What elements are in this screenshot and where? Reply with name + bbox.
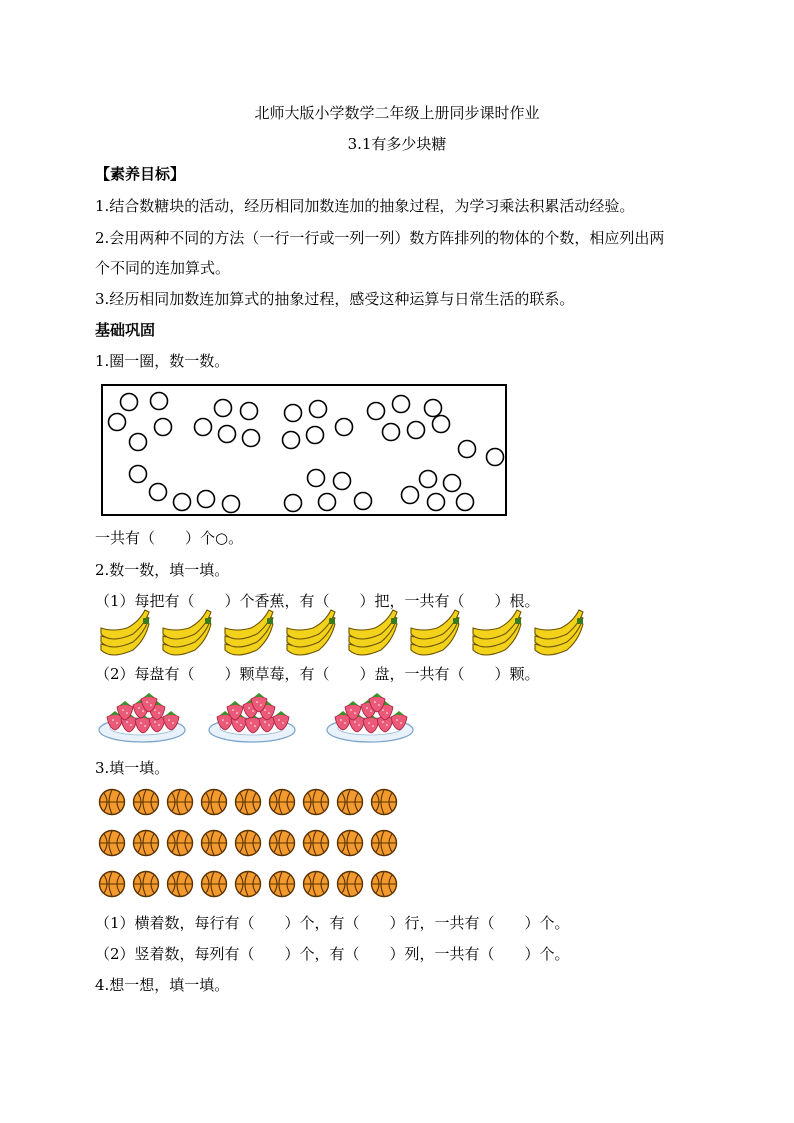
basketball-icon bbox=[168, 831, 193, 856]
counting-circle bbox=[241, 403, 258, 420]
counting-circle bbox=[336, 419, 353, 436]
counting-circle bbox=[198, 491, 215, 508]
counting-circle bbox=[310, 401, 327, 418]
basics-heading: 基础巩固 bbox=[95, 321, 156, 339]
goal-item-2-continued: 个不同的连加算式。 bbox=[95, 259, 231, 277]
counting-circle bbox=[130, 466, 147, 483]
banana-bunch-icon bbox=[101, 610, 149, 655]
basketballs-figure bbox=[98, 788, 408, 898]
counting-circle bbox=[219, 426, 236, 443]
counting-circle bbox=[109, 414, 126, 431]
counting-circle bbox=[433, 416, 450, 433]
counting-circle bbox=[368, 403, 385, 420]
goal-item-3: 3.经历相同加数连加算式的抽象过程，感受这种运算与日常生活的联系。 bbox=[95, 290, 575, 308]
question-1-answer: 一共有（ ）个○。 bbox=[95, 529, 244, 547]
banana-bunch-icon bbox=[473, 610, 521, 655]
basketball-icon bbox=[202, 790, 227, 815]
banana-bunch-icon bbox=[535, 610, 583, 655]
basketball-icon bbox=[168, 790, 193, 815]
counting-circle bbox=[155, 419, 172, 436]
counting-circle bbox=[283, 432, 300, 449]
basketball-icon bbox=[270, 790, 295, 815]
strawberries-figure bbox=[95, 692, 435, 746]
banana-bunch-icon bbox=[225, 610, 273, 655]
question-3-part-2: （2）竖着数，每列有（ ）个，有（ ）列，一共有（ ）个。 bbox=[95, 945, 570, 963]
strawberry-plate-icon bbox=[99, 693, 185, 742]
counting-circle bbox=[285, 495, 302, 512]
counting-circle bbox=[487, 449, 504, 466]
question-4-prompt: 4.想一想，填一填。 bbox=[95, 976, 230, 994]
goal-item-2: 2.会用两种不同的方法（一行一行或一列一列）数方阵排列的物体的个数，相应列出两 bbox=[95, 229, 665, 247]
counting-circle bbox=[130, 434, 147, 451]
counting-circle bbox=[195, 419, 212, 436]
basketball-icon bbox=[270, 872, 295, 897]
basketball-icon bbox=[304, 831, 329, 856]
basketball-icon bbox=[372, 872, 397, 897]
counting-circle bbox=[383, 424, 400, 441]
strawberry-plate-icon bbox=[209, 693, 295, 742]
circles-figure bbox=[101, 384, 507, 516]
counting-circle bbox=[420, 471, 437, 488]
counting-circle bbox=[408, 422, 425, 439]
counting-circle bbox=[355, 493, 372, 510]
counting-circle bbox=[243, 430, 260, 447]
basketball-icon bbox=[168, 872, 193, 897]
counting-circle bbox=[334, 473, 351, 490]
strawberry-plate-icon bbox=[327, 693, 413, 742]
counting-circle bbox=[402, 487, 419, 504]
page-title: 北师大版小学数学二年级上册同步课时作业 bbox=[254, 104, 540, 122]
basketball-icon bbox=[100, 872, 125, 897]
counting-circle bbox=[150, 484, 167, 501]
basketball-icon bbox=[100, 790, 125, 815]
basketball-icon bbox=[134, 790, 159, 815]
basketball-icon bbox=[236, 790, 261, 815]
counting-circle bbox=[174, 494, 191, 511]
basketball-icon bbox=[372, 831, 397, 856]
basketball-icon bbox=[338, 831, 363, 856]
basketball-icon bbox=[100, 831, 125, 856]
basketball-icon bbox=[134, 872, 159, 897]
basketball-icon bbox=[236, 831, 261, 856]
counting-circle bbox=[393, 396, 410, 413]
basketball-icon bbox=[236, 872, 261, 897]
counting-circle bbox=[459, 441, 476, 458]
counting-circle bbox=[285, 405, 302, 422]
goals-heading: 【素养目标】 bbox=[95, 165, 186, 183]
question-2-part-2: （2）每盘有（ ）颗草莓，有（ ）盘，一共有（ ）颗。 bbox=[95, 665, 540, 683]
counting-circle bbox=[215, 400, 232, 417]
counting-circle bbox=[308, 470, 325, 487]
basketball-icon bbox=[338, 790, 363, 815]
counting-circle bbox=[444, 475, 461, 492]
question-3-part-1: （1）横着数，每行有（ ）个，有（ ）行，一共有（ ）个。 bbox=[95, 914, 570, 932]
counting-circle bbox=[428, 494, 445, 511]
basketball-icon bbox=[202, 872, 227, 897]
basketball-icon bbox=[372, 790, 397, 815]
basketball-icon bbox=[270, 831, 295, 856]
question-3-prompt: 3.填一填。 bbox=[95, 759, 170, 777]
banana-bunch-icon bbox=[349, 610, 397, 655]
counting-circle bbox=[457, 494, 474, 511]
counting-circle bbox=[121, 394, 138, 411]
counting-circle bbox=[223, 496, 240, 513]
goal-item-1: 1.结合数糖块的活动，经历相同加数连加的抽象过程，为学习乘法积累活动经验。 bbox=[95, 197, 635, 215]
basketball-icon bbox=[134, 831, 159, 856]
circle-box bbox=[101, 384, 507, 516]
basketball-icon bbox=[338, 872, 363, 897]
banana-bunch-icon bbox=[163, 610, 211, 655]
banana-bunch-icon bbox=[411, 610, 459, 655]
question-2-prompt: 2.数一数，填一填。 bbox=[95, 561, 230, 579]
counting-circle bbox=[307, 427, 324, 444]
basketball-icon bbox=[202, 831, 227, 856]
banana-bunch-icon bbox=[287, 610, 335, 655]
counting-circle bbox=[425, 400, 442, 417]
basketball-icon bbox=[304, 790, 329, 815]
question-2-part-1: （1）每把有（ ）个香蕉，有（ ）把，一共有（ ）根。 bbox=[95, 592, 540, 610]
basketball-icon bbox=[304, 872, 329, 897]
question-1-prompt: 1.圈一圈，数一数。 bbox=[95, 352, 230, 370]
lesson-title: 3.1有多少块糖 bbox=[347, 135, 447, 153]
counting-circle bbox=[319, 494, 336, 511]
counting-circle bbox=[151, 393, 168, 410]
bananas-figure bbox=[95, 614, 595, 664]
